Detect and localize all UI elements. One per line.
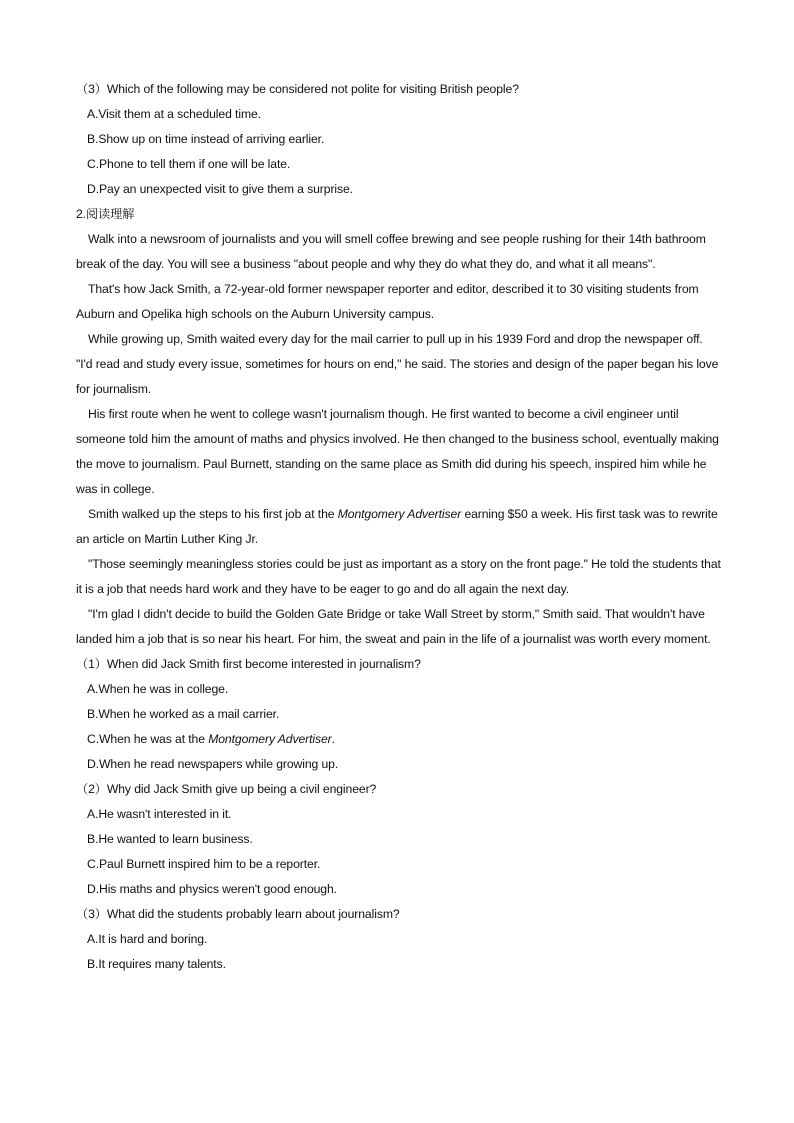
answer-option-a: A.It is hard and boring. — [87, 932, 208, 946]
passage-paragraph-7: "I'm glad I didn't decide to build the Golden Gate Bridge or take Wall Street by storm," Smith said. That wouldn't have landed him a job that is so near his heart. For him, the sweat and pain in the life of a journalist was worth every moment. — [76, 607, 711, 646]
option-text: . — [331, 732, 335, 746]
answer-option-d: D.Pay an unexpected visit to give them a surprise. — [87, 182, 353, 196]
answer-option-d: D.When he read newspapers while growing up. — [87, 757, 339, 771]
question-text: （3）What did the students probably learn about journalism? — [76, 907, 400, 921]
passage-paragraph-4: His first route when he went to college wasn't journalism though. He first wanted to become a civil engineer until someone told him the amount of maths and physics involved. He then changed to the business school, eventually making the move to journalism. Paul Burnett, standing on the same place as Smith did during his speech, inspired him while he was in college. — [76, 407, 719, 496]
answer-option-a: A.When he was in college. — [87, 682, 229, 696]
answer-option-a: A.Visit them at a scheduled time. — [87, 107, 261, 121]
answer-option-c: C.Paul Burnett inspired him to be a reporter. — [87, 857, 321, 871]
passage-paragraph-2: That's how Jack Smith, a 72-year-old former newspaper reporter and editor, described it to 30 visiting students from Auburn and Opelika high schools on the Auburn University campus. — [76, 282, 699, 321]
passage-paragraph-3: While growing up, Smith waited every day for the mail carrier to pull up in his 1939 Ford and drop the newspaper off. "I'd read and study every issue, sometimes for hours on end," he said. The stories and design of the paper began his love for journalism. — [76, 332, 719, 396]
passage-paragraph-1: Walk into a newsroom of journalists and you will smell coffee brewing and see people rushing for their 14th bathroom break of the day. You will see a business "about people and why they do what they do, and what it all means". — [76, 232, 706, 271]
answer-option-c — [76, 727, 721, 752]
section-heading: 2.阅读理解 — [76, 207, 135, 221]
answer-option-c: C.Phone to tell them if one will be late. — [87, 157, 291, 171]
answer-option-b: B.When he worked as a mail carrier. — [87, 707, 280, 721]
answer-option-a: A.He wasn't interested in it. — [87, 807, 232, 821]
answer-option-b: B.He wanted to learn business. — [87, 832, 253, 846]
question-text: （3）Which of the following may be considered not polite for visiting British people? — [76, 82, 519, 96]
question-text: （2）Why did Jack Smith give up being a civil engineer? — [76, 782, 377, 796]
newspaper-name: Montgomery Advertiser — [208, 732, 332, 746]
passage-paragraph-5 — [76, 502, 721, 552]
paragraph-text: earning $50 a week. His first task was to rewrite an article on Martin Luther King Jr. — [76, 507, 718, 546]
document-content — [76, 77, 721, 977]
answer-option-b: B.It requires many talents. — [87, 957, 226, 971]
question-text: （1）When did Jack Smith first become interested in journalism? — [76, 657, 421, 671]
newspaper-name: Montgomery Advertiser — [337, 507, 462, 521]
option-text: C.When he was at the — [87, 732, 209, 746]
answer-option-b: B.Show up on time instead of arriving earlier. — [87, 132, 325, 146]
answer-option-d: D.His maths and physics weren't good enough. — [87, 882, 337, 896]
paragraph-text: Smith walked up the steps to his first job at the — [88, 507, 338, 521]
passage-paragraph-6: "Those seemingly meaningless stories could be just as important as a story on the front page." He told the students that it is a job that needs hard work and they have to be eager to go and do all again the next day. — [76, 557, 721, 596]
